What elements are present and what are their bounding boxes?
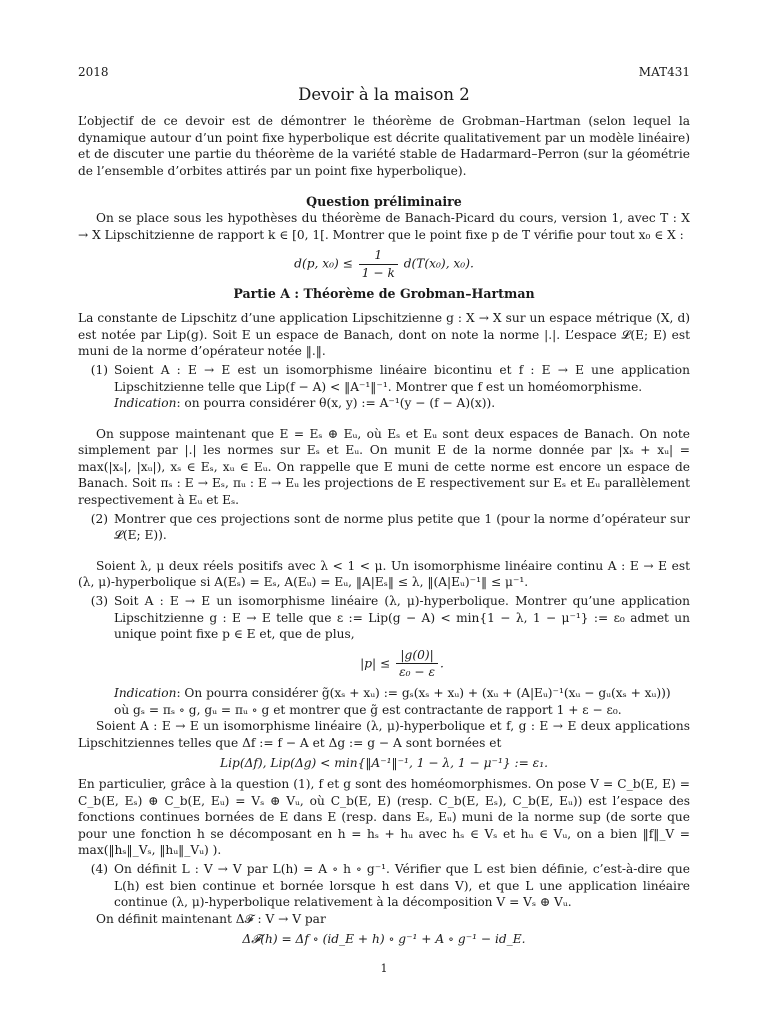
question-2 (78, 511, 690, 544)
header-year: 2018 (78, 65, 109, 79)
question-4 (78, 861, 690, 911)
q3-fraction-den: ε₀ − ε (399, 665, 436, 680)
prelim-fraction-den: 1 − k (361, 265, 395, 280)
prelim-formula-right: d(T(x₀), x₀). (403, 256, 474, 271)
page-header (78, 64, 690, 81)
question-3-hint: : On pourra considérer g̃(xₛ + xᵤ) := gₛ(xₛ + xᵤ) + (xᵤ + (A|Eᵤ)⁻¹(xᵤ − gᵤ(xₛ + xᵤ))) (176, 686, 671, 700)
question-3-text: Soit A : E → E un isomorphisme linéaire (λ, μ)-hyperbolique. Montrer qu’une application Lipschitzienne g : E → E telle que ε := Lip(g − A) < min{1 − λ, 1 − μ⁻¹} := ε₀ admet un unique point fixe p ∈ E et, que de plus, (114, 594, 690, 642)
partA-p3: Soient λ, μ deux réels positifs avec λ < 1 < μ. Un isomorphisme linéaire continu A : E → E est (λ, μ)-hyperbolique si A(Eₛ) = Eₛ, A(Eᵤ) = Eᵤ, ‖A|Eₛ‖ ≤ λ, ‖(A|Eᵤ)⁻¹‖ ≤ μ⁻¹. (78, 558, 690, 590)
page-number: 1 (380, 962, 388, 975)
question-1 (78, 362, 690, 412)
question-1-text: Soient A : E → E est un isomorphisme linéaire bicontinu et f : E → E une application Lipschitzienne telle que Lip(f − A) < ‖A⁻¹‖⁻¹. Montrer que f est un homéomorphisme. (114, 362, 690, 394)
prelim-fraction-num: 1 (359, 247, 398, 265)
partA-p6: On définit maintenant Δ𝓕 : V → V par (96, 911, 326, 926)
partA-p2: On suppose maintenant que E = Eₛ ⊕ Eᵤ, où Eₛ et Eᵤ sont deux espaces de Banach. On note simplement par |.| les normes sur Eₛ et Eᵤ. On munit E de la norme donnée par |xₛ + xᵤ| = max(|xₛ|, |xᵤ|), xₛ ∈ Eₛ, xᵤ ∈ Eᵤ. On rappelle que E muni de cette norme est encore un espace de Banach. Soit πₛ : E → Eₛ, πᵤ : E → Eᵤ les projections de E respectivement sur Eₛ et Eᵤ parallèlement respectivement à Eᵤ et Eₛ. (78, 426, 690, 508)
prelim-formula-left: d(p, x₀) ≤ (294, 256, 353, 271)
question-4-text: On définit L : V → V par L(h) = A ∘ h ∘ g⁻¹. Vérifier que L est bien définie, c’est-à-dire que L(h) est bien continue et bornée lorsque h est dans V), et que L une application linéaire continue (λ, μ)-hyperbolique relativement à la décomposition V = Vₛ ⊕ Vᵤ. (114, 861, 690, 910)
question-1-number: (1) (90, 362, 108, 377)
q3-fraction-num: |g(0)| (396, 647, 438, 665)
question-2-text: Montrer que ces projections sont de norme plus petite que 1 (pour la norme d’opérateur sur 𝓛(E; E)). (114, 511, 690, 543)
question-3-hint-2: où gₛ = πₛ ∘ g, gᵤ = πᵤ ∘ g et montrer que g̃ est contractante de rapport 1 + ε − ε₀. (114, 702, 622, 717)
prelim-formula (78, 247, 690, 281)
partA-heading: Partie A : Théorème de Grobman–Hartman (233, 285, 535, 301)
partA-p5: En particulier, grâce à la question (1), f et g sont des homéomorphismes. On pose V = C_b(E, E) = C_b(E, Eₛ) ⊕ C_b(E, Eᵤ) = Vₛ ⊕ Vᵤ, où C_b(E, E) (resp. C_b(E, Eₛ), C_b(E, Eᵤ)) est l’espace des fonctions continues bornées de E dans E (resp. dans Eₛ, Eᵤ) muni de la norme sup (de sorte que pour une fonction h se décomposant en h = hₛ + hᵤ avec hₛ ∈ Vₛ et hᵤ ∈ Vᵤ, on a bien ‖f‖_V = max(‖hₛ‖_Vₛ, ‖hᵤ‖_Vᵤ) ). (78, 776, 690, 858)
partA-p6-formula: Δ𝓕(h) = Δf ∘ (id_E + h) ∘ g⁻¹ + A ∘ g⁻¹ − id_E. (242, 932, 526, 947)
question-3-hint-label: Indication (114, 686, 177, 700)
question-3-number: (3) (90, 594, 108, 609)
partA-p4-formula: Lip(Δf), Lip(Δg) < min{‖A⁻¹‖⁻¹, 1 − λ, 1 − μ⁻¹} := ε₁. (220, 756, 548, 771)
partA-p1: La constante de Lipschitz d’une application Lipschitzienne g : X → X sur un espace métrique (X, d) est notée par Lip(g). Soit E un espace de Banach, dont on note la norme |.|. L’espace 𝓛(E; E) est muni de la norme d’opérateur notée ‖.‖. (78, 311, 690, 359)
prelim-fraction (359, 247, 398, 281)
question-2-number: (2) (90, 511, 108, 526)
question-3-formula: |p| ≤ $\frac{|g(0)|}{\text{ε₀ − ε}}$ . (360, 647, 444, 680)
header-course: MAT431 (638, 65, 690, 79)
question-1-hint-label: Indication (114, 396, 177, 411)
document-page (78, 64, 690, 952)
question-1-hint: : on pourra considérer θ(x, y) := A⁻¹(y − (f − A)(x)). (176, 396, 496, 411)
q3-formula-left: |p| ≤ (360, 656, 391, 671)
q3-fraction (396, 647, 438, 681)
prelim-heading: Question préliminaire (306, 193, 462, 209)
question-3 (78, 593, 690, 718)
question-4-number: (4) (90, 861, 108, 876)
intro-paragraph: L’objectif de ce devoir est de démontrer le théorème de Grobman–Hartman (selon lequel la dynamique autour d’un point fixe hyperbolique est décrite qualitativement par un modèle linéaire) et de discuter une partie du théorème de la variété stable de Hadarmard–Perron (sur la géométrie de l’ensemble d’orbites attirés par un point fixe hyperbolique). (78, 114, 690, 178)
prelim-text: On se place sous les hypothèses du théorème de Banach-Picard du cours, version 1, avec T : X → X Lipschitzienne de rapport k ∈ [0, 1[. Montrer que le point fixe p de T vérifie pour tout x₀ ∈ X : (78, 211, 690, 242)
document-title: Devoir à la maison 2 (298, 84, 470, 104)
partA-p4: Soient A : E → E un isomorphisme linéaire (λ, μ)-hyperbolique et f, g : E → E deux applications Lipschitziennes telles que Δf := f − A et Δg := g − A sont bornées et (78, 719, 690, 750)
